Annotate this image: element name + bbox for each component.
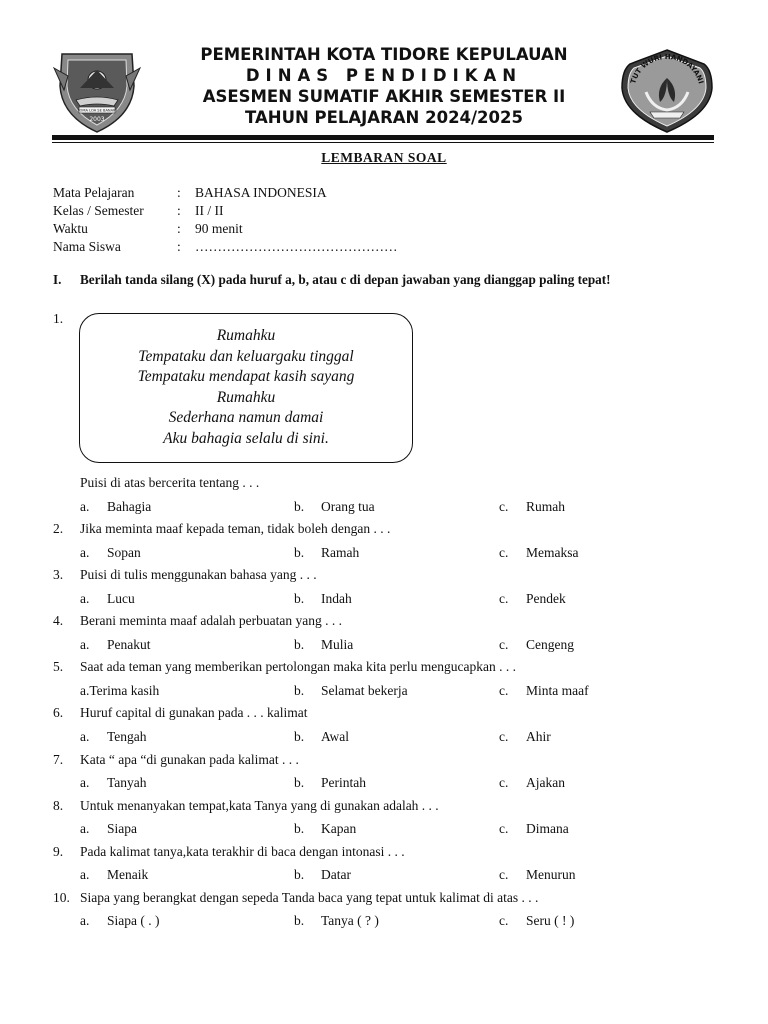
answer-options [53, 771, 733, 795]
question-text: Puisi di tulis menggunakan bahasa yang . . . [80, 567, 317, 583]
answer-options [53, 817, 733, 841]
header-rule-thin [52, 142, 714, 143]
answer-option[interactable] [80, 495, 151, 519]
answer-option[interactable] [294, 863, 351, 887]
answer-options [53, 725, 733, 749]
option-letter: a. [80, 544, 90, 560]
header-text [150, 44, 618, 128]
answer-option[interactable] [294, 725, 349, 749]
option-letter: a. [80, 498, 90, 514]
info-label: Waktu [53, 221, 88, 236]
option-text: Menurun [526, 867, 576, 883]
info-value[interactable]: ……………………………………… [195, 239, 398, 254]
answer-option[interactable] [499, 863, 576, 887]
option-letter: a. [80, 729, 90, 745]
option-text: Awal [321, 729, 350, 745]
svg-text:TOMA LOA SE BANARI: TOMA LOA SE BANARI [77, 108, 117, 113]
option-letter: a. [80, 775, 90, 791]
option-text: Ahir [526, 729, 551, 745]
answer-option[interactable] [80, 587, 135, 611]
question-item [53, 472, 733, 495]
question-number: 10. [53, 889, 70, 905]
option-letter: b. [294, 775, 305, 791]
option-letter: a. [80, 821, 90, 837]
question-number: 3. [53, 567, 64, 583]
question-item [53, 887, 733, 910]
question-item [53, 656, 733, 679]
question-text: Siapa yang berangkat dengan sepeda Tanda baca yang tepat untuk kalimat di atas . . . [80, 889, 539, 905]
option-text: Bahagia [107, 498, 152, 514]
answer-options [53, 633, 733, 657]
option-text: Indah [321, 590, 352, 606]
question-text: Puisi di atas bercerita tentang . . . [80, 475, 260, 490]
tidore-city-emblem [52, 46, 142, 134]
option-text: Memaksa [526, 544, 579, 560]
option-letter: c. [499, 544, 509, 560]
answer-options [53, 541, 733, 565]
question-list [53, 472, 733, 933]
info-value: II / II [195, 203, 224, 218]
option-letter: c. [499, 821, 509, 837]
question-item [53, 795, 733, 818]
option-letter: b. [294, 544, 305, 560]
answer-option[interactable] [80, 817, 137, 841]
option-text: Menaik [107, 867, 149, 883]
info-value: 90 menit [195, 221, 243, 236]
question-item [53, 518, 733, 541]
answer-option[interactable] [499, 679, 589, 703]
answer-option[interactable] [499, 587, 566, 611]
option-text: Cengeng [526, 636, 574, 652]
option-text: Rumah [526, 498, 565, 514]
answer-option[interactable] [499, 771, 565, 795]
question-text: Jika meminta maaf kepada teman, tidak boleh dengan . . . [80, 521, 391, 537]
student-info [53, 184, 398, 256]
info-separator: : [177, 185, 181, 200]
question-number: 9. [53, 843, 64, 859]
info-value: BAHASA INDONESIA [195, 185, 327, 200]
answer-option[interactable] [80, 771, 147, 795]
answer-options [53, 863, 733, 887]
option-letter: c. [499, 682, 509, 698]
question-item [53, 749, 733, 772]
answer-option[interactable] [499, 541, 578, 565]
option-text: Orang tua [321, 498, 375, 514]
option-letter: b. [294, 729, 305, 745]
answer-option[interactable] [80, 679, 159, 703]
option-text: a.Terima kasih [80, 682, 160, 698]
answer-option[interactable] [294, 633, 353, 657]
option-text: Perintah [321, 775, 366, 791]
question-number: 8. [53, 797, 64, 813]
option-letter: a. [80, 867, 90, 883]
svg-text:TUT WURI HANDAYANI: TUT WURI HANDAYANI [629, 52, 705, 85]
option-text: Siapa [107, 821, 137, 837]
option-letter: c. [499, 775, 509, 791]
option-letter: c. [499, 590, 509, 606]
government-title: PEMERINTAH KOTA TIDORE KEPULAUAN [200, 45, 568, 64]
question-number: 4. [53, 613, 64, 629]
answer-option[interactable] [499, 495, 565, 519]
answer-option[interactable] [80, 909, 159, 933]
question-number: 6. [53, 705, 64, 721]
option-text: Selamat bekerja [321, 682, 408, 698]
option-letter: c. [499, 729, 509, 745]
question-item [53, 702, 733, 725]
question-text: Huruf capital di gunakan pada . . . kalimat [80, 705, 308, 721]
option-text: Ajakan [526, 775, 565, 791]
svg-text:2003: 2003 [89, 116, 105, 123]
option-letter: b. [294, 682, 305, 698]
info-row [53, 238, 398, 256]
question-number: 7. [53, 751, 64, 767]
option-text: Seru ( ! ) [526, 913, 575, 929]
option-text: Kapan [321, 821, 357, 837]
answer-option[interactable] [499, 909, 574, 933]
option-letter: c. [499, 498, 509, 514]
answer-options [53, 679, 733, 703]
option-text: Minta maaf [526, 682, 589, 698]
poem-line: Sederhana namun damai [168, 409, 324, 427]
answer-option[interactable] [80, 863, 148, 887]
answer-option[interactable] [499, 725, 551, 749]
option-text: Datar [321, 867, 351, 883]
option-letter: b. [294, 498, 305, 514]
option-letter: b. [294, 867, 305, 883]
answer-option[interactable] [80, 541, 141, 565]
tut-wuri-handayani-emblem [620, 48, 714, 134]
option-text: Tanya ( ? ) [321, 913, 379, 929]
info-separator: : [177, 239, 181, 254]
info-separator: : [177, 203, 181, 218]
question-text: Saat ada teman yang memberikan pertolongan maka kita perlu mengucapkan . . . [80, 659, 516, 675]
option-text: Pendek [526, 590, 566, 606]
option-letter: b. [294, 590, 305, 606]
department-title: DINAS PENDIDIKAN [245, 66, 523, 85]
option-letter: a. [80, 636, 90, 652]
option-letter: a. [80, 590, 90, 606]
question-item [53, 841, 733, 864]
answer-option[interactable] [294, 495, 375, 519]
info-row [53, 184, 398, 202]
option-letter: a. [80, 913, 90, 929]
option-letter: b. [294, 821, 305, 837]
answer-option[interactable] [80, 633, 151, 657]
option-text: Siapa ( . ) [107, 913, 160, 929]
option-text: Dimana [526, 821, 569, 837]
option-text: Tengah [107, 729, 147, 745]
question-text: Berani meminta maaf adalah perbuatan yang . . . [80, 613, 343, 629]
answer-options [53, 495, 733, 519]
answer-option[interactable] [80, 725, 147, 749]
info-row [53, 202, 398, 220]
info-row [53, 220, 398, 238]
section-number: I. [53, 272, 62, 287]
poem-line: Aku bahagia selalu di sini. [163, 429, 329, 447]
answer-option[interactable] [294, 587, 352, 611]
answer-option[interactable] [294, 817, 356, 841]
poem-line: Rumahku [216, 327, 276, 344]
academic-year: TAHUN PELAJARAN 2024/2025 [245, 108, 523, 127]
answer-option[interactable] [294, 541, 359, 565]
question-text: Untuk menanyakan tempat,kata Tanya yang di gunakan adalah . . . [80, 797, 439, 813]
question-item [53, 610, 733, 633]
option-text: Lucu [107, 590, 135, 606]
poem-line: Rumahku [216, 388, 276, 406]
option-text: Tanyah [107, 775, 147, 791]
option-letter: b. [294, 636, 305, 652]
section-instruction [53, 272, 611, 288]
info-label: Kelas / Semester [53, 203, 144, 218]
option-letter: c. [499, 913, 509, 929]
exam-title: ASESMEN SUMATIF AKHIR SEMESTER II [202, 87, 566, 106]
answer-option[interactable] [499, 633, 574, 657]
poem-box [79, 313, 413, 463]
question-text: Kata “ apa “di gunakan pada kalimat . . . [80, 751, 299, 767]
page-title: LEMBARAN SOAL [321, 150, 447, 165]
info-label: Mata Pelajaran [53, 185, 135, 200]
question-number: 5. [53, 659, 64, 675]
info-label: Nama Siswa [53, 239, 121, 254]
answer-options [53, 587, 733, 611]
option-text: Penakut [107, 636, 151, 652]
question-number-1: 1. [53, 311, 64, 326]
answer-options [53, 909, 733, 933]
header-rule-thick [52, 135, 714, 140]
answer-option[interactable] [294, 679, 408, 703]
question-number: 2. [53, 521, 64, 537]
option-letter: c. [499, 636, 509, 652]
instruction-text: Berilah tanda silang (X) pada huruf a, b, atau c di depan jawaban yang dianggap paling tepat! [80, 272, 611, 287]
option-letter: b. [294, 913, 305, 929]
answer-option[interactable] [294, 771, 366, 795]
option-text: Sopan [107, 544, 141, 560]
answer-option[interactable] [499, 817, 569, 841]
question-item [53, 564, 733, 587]
question-text: Pada kalimat tanya,kata terakhir di baca dengan intonasi . . . [80, 843, 405, 859]
option-letter: c. [499, 867, 509, 883]
option-text: Ramah [321, 544, 360, 560]
document-header [0, 0, 768, 145]
poem-line: Tempataku mendapat kasih sayang [137, 368, 355, 386]
answer-option[interactable] [294, 909, 379, 933]
info-separator: : [177, 221, 181, 236]
poem-line: Tempataku dan keluargaku tinggal [138, 347, 354, 365]
option-text: Mulia [321, 636, 354, 652]
